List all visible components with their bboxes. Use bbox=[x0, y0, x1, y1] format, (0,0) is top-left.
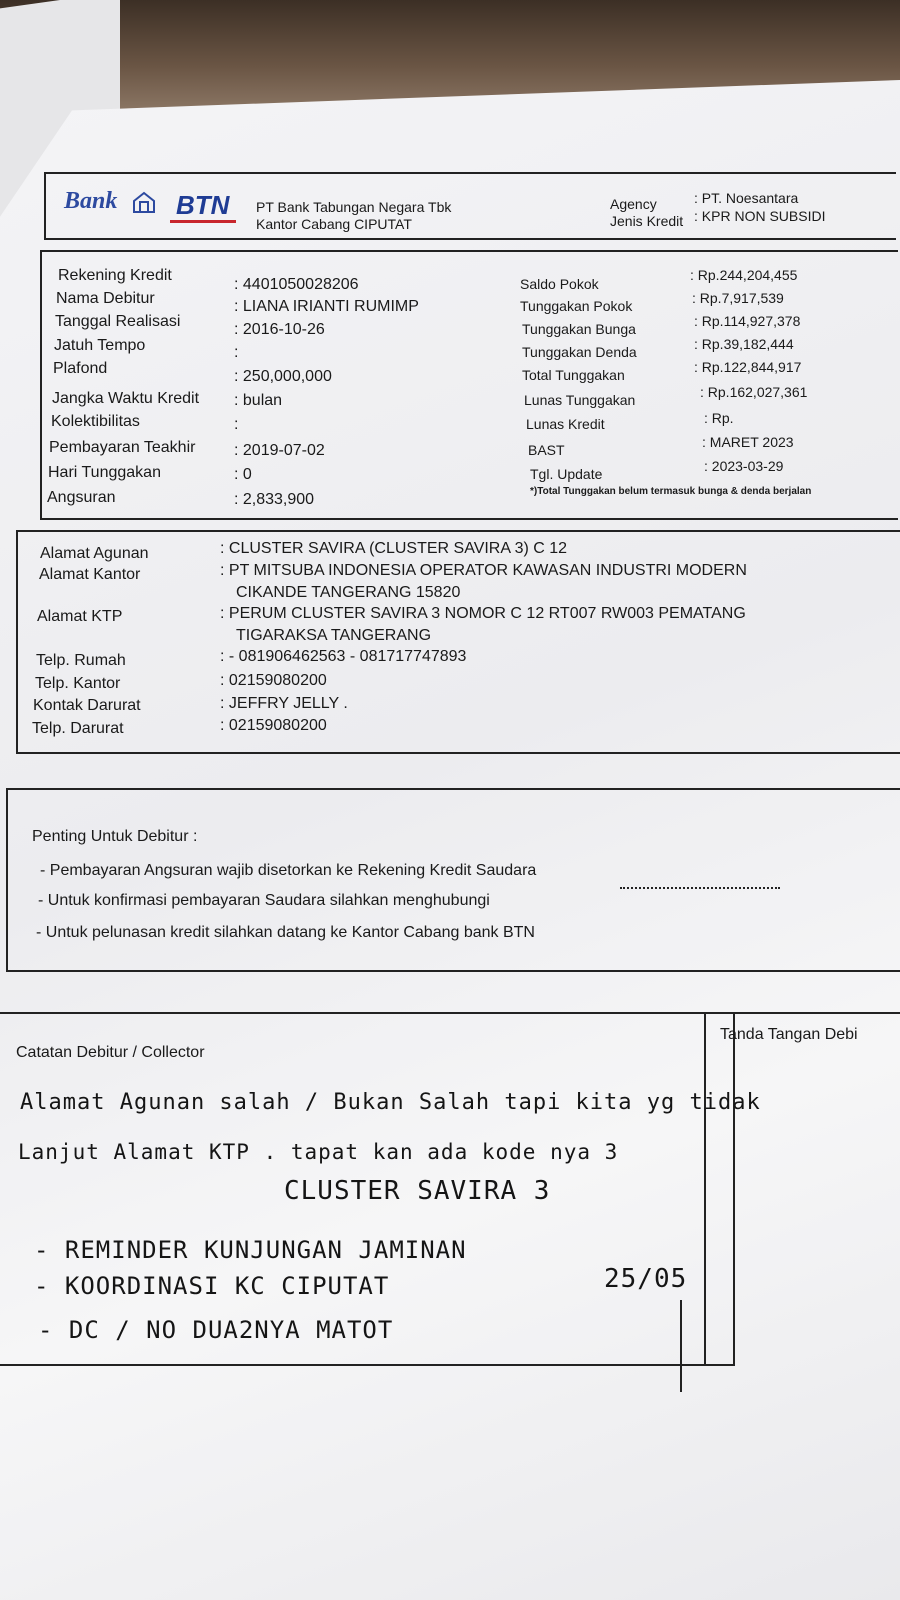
telp-rumah-label: Telp. Rumah bbox=[36, 652, 126, 669]
field-value: : bbox=[234, 344, 239, 361]
field-label: Angsuran bbox=[47, 489, 116, 506]
handwritten-note: - REMINDER KUNJUNGAN JAMINAN bbox=[34, 1236, 467, 1264]
field-label: Tunggakan Pokok bbox=[520, 298, 633, 314]
alamat-agunan-label: Alamat Agunan bbox=[40, 545, 149, 562]
field-label: Tunggakan Denda bbox=[522, 344, 637, 360]
field-label: BAST bbox=[528, 442, 565, 458]
logo-underline bbox=[170, 220, 236, 223]
field-value: : Rp.244,204,455 bbox=[690, 267, 798, 283]
handwritten-note: Alamat Agunan salah / Bukan Salah tapi kita yg tidak bbox=[20, 1090, 761, 1115]
field-value: : bulan bbox=[234, 392, 283, 409]
handwritten-date: 25/05 bbox=[604, 1264, 688, 1294]
notice-title: Penting Untuk Debitur : bbox=[32, 828, 198, 845]
field-label: Lunas Tunggakan bbox=[524, 392, 636, 408]
alamat-kantor-value: : PT MITSUBA INDONESIA OPERATOR KAWASAN INDUSTRI MODERN bbox=[220, 562, 747, 579]
field-value: : 2,833,900 bbox=[234, 491, 315, 508]
contact-blank-line bbox=[620, 887, 780, 889]
field-value: : Rp.122,844,917 bbox=[694, 359, 802, 375]
agency-value: : PT. Noesantara bbox=[694, 190, 799, 206]
field-label: Nama Debitur bbox=[56, 290, 155, 307]
bank-wordmark: Bank bbox=[64, 188, 118, 214]
field-value: : 4401050028206 bbox=[234, 276, 359, 293]
field-label: Tunggakan Bunga bbox=[522, 321, 636, 337]
jenis-kredit-value: : KPR NON SUBSIDI bbox=[694, 208, 826, 224]
field-value: : Rp.39,182,444 bbox=[694, 336, 794, 352]
telp-darurat-label: Telp. Darurat bbox=[32, 720, 124, 737]
field-label: Jatuh Tempo bbox=[54, 337, 146, 354]
footnote: *)Total Tunggakan belum termasuk bunga & denda berjalan bbox=[530, 486, 812, 497]
alamat-ktp-label: Alamat KTP bbox=[37, 608, 123, 625]
telp-darurat-value: : 02159080200 bbox=[220, 717, 327, 734]
field-label: Hari Tunggakan bbox=[48, 464, 161, 481]
field-value: : 250,000,000 bbox=[234, 368, 332, 385]
handwritten-note: Lanjut Alamat KTP . tapat kan ada kode nya 3 bbox=[18, 1140, 619, 1164]
alamat-agunan-value: : CLUSTER SAVIRA (CLUSTER SAVIRA 3) C 12 bbox=[220, 540, 568, 557]
field-value: : MARET 2023 bbox=[702, 434, 794, 450]
field-value: : 2019-07-02 bbox=[234, 442, 325, 459]
field-value: : 2023-03-29 bbox=[704, 458, 784, 474]
alamat-kantor-label: Alamat Kantor bbox=[39, 566, 141, 583]
field-value: : 0 bbox=[234, 466, 252, 483]
btn-house-icon bbox=[132, 190, 156, 214]
field-value: : Rp.162,027,361 bbox=[700, 384, 808, 400]
field-value: : 2016-10-26 bbox=[234, 321, 325, 338]
field-label: Lunas Kredit bbox=[526, 416, 605, 432]
notes-title: Catatan Debitur / Collector bbox=[16, 1044, 205, 1061]
alamat-kantor-value-cont: CIKANDE TANGERANG 15820 bbox=[236, 584, 461, 601]
field-value: : Rp. bbox=[704, 410, 734, 426]
field-label: Pembayaran Teakhir bbox=[49, 439, 196, 456]
field-value: : LIANA IRIANTI RUMIMP bbox=[234, 298, 419, 315]
kontak-darurat-label: Kontak Darurat bbox=[33, 697, 141, 714]
branch-name: Kantor Cabang CIPUTAT bbox=[256, 216, 412, 232]
notice-line-1: - Pembayaran Angsuran wajib disetorkan ke Rekening Kredit Saudara bbox=[40, 862, 537, 879]
field-label: Jangka Waktu Kredit bbox=[52, 390, 200, 407]
notice-box bbox=[6, 788, 900, 972]
telp-kantor-value: : 02159080200 bbox=[220, 672, 327, 689]
handwritten-note: CLUSTER SAVIRA 3 bbox=[284, 1176, 551, 1206]
handwritten-note: - DC / NO DUA2NYA MATOT bbox=[38, 1316, 394, 1344]
field-label: Tanggal Realisasi bbox=[55, 313, 181, 330]
field-label: Saldo Pokok bbox=[520, 276, 599, 292]
field-value: : Rp.114,927,378 bbox=[694, 313, 801, 329]
alamat-ktp-value: : PERUM CLUSTER SAVIRA 3 NOMOR C 12 RT007 RW003 PEMATANG bbox=[220, 605, 746, 622]
notice-line-3: - Untuk pelunasan kredit silahkan datang ke Kantor Cabang bank BTN bbox=[36, 924, 535, 941]
btn-logo-text: BTN bbox=[176, 190, 230, 220]
header-box bbox=[44, 172, 896, 240]
field-label: Kolektibilitas bbox=[51, 413, 140, 430]
telp-kantor-label: Telp. Kantor bbox=[35, 675, 121, 692]
signature-title: Tanda Tangan Debi bbox=[720, 1026, 858, 1043]
field-label: Total Tunggakan bbox=[522, 367, 625, 383]
alamat-ktp-value-cont: TIGARAKSA TANGERANG bbox=[236, 627, 432, 644]
kontak-darurat-value: : JEFFRY JELLY . bbox=[220, 695, 348, 712]
telp-rumah-value: : - 081906462563 - 081717747893 bbox=[220, 648, 467, 665]
handwritten-stroke bbox=[680, 1300, 682, 1392]
jenis-kredit-label: Jenis Kredit bbox=[610, 213, 684, 229]
field-value: : Rp.7,917,539 bbox=[692, 290, 784, 306]
signature-box bbox=[704, 1012, 900, 1364]
company-name: PT Bank Tabungan Negara Tbk bbox=[256, 199, 452, 215]
notice-line-2: - Untuk konfirmasi pembayaran Saudara silahkan menghubungi bbox=[38, 892, 490, 909]
field-label: Plafond bbox=[53, 360, 108, 377]
handwritten-note: - KOORDINASI KC CIPUTAT bbox=[34, 1272, 390, 1300]
field-label: Rekening Kredit bbox=[58, 267, 172, 284]
field-value: : bbox=[234, 416, 239, 433]
field-label: Tgl. Update bbox=[530, 466, 603, 482]
agency-label: Agency bbox=[610, 196, 657, 212]
